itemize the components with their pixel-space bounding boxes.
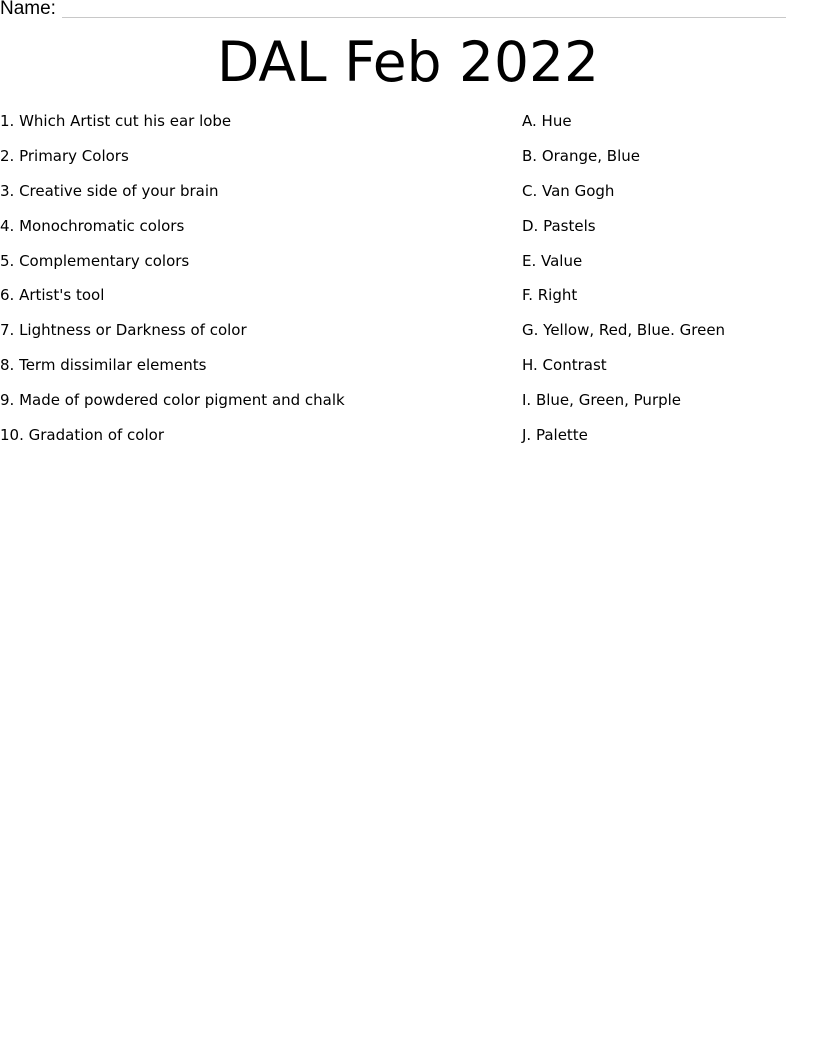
clue-item: 7. Lightness or Darkness of color <box>0 321 247 340</box>
name-field-row <box>0 0 786 22</box>
answer-item: J. Palette <box>522 426 588 445</box>
name-label: Name: <box>0 0 56 19</box>
clue-item: 6. Artist's tool <box>0 286 105 305</box>
answer-item: B. Orange, Blue <box>522 146 640 165</box>
clue-item: 5. Complementary colors <box>0 251 190 270</box>
answer-item: D. Pastels <box>522 216 596 235</box>
clue-item: 8. Term dissimilar elements <box>0 356 207 375</box>
answer-list <box>522 111 812 460</box>
name-write-line <box>62 17 786 18</box>
answer-item: C. Van Gogh <box>522 181 615 200</box>
answer-item: H. Contrast <box>522 356 607 375</box>
answer-item: E. Value <box>522 251 583 270</box>
answer-item: G. Yellow, Red, Blue. Green <box>522 321 726 340</box>
answer-item: I. Blue, Green, Purple <box>522 391 682 410</box>
clue-item: 9. Made of powdered color pigment and chalk <box>0 391 345 410</box>
answer-item: A. Hue <box>522 112 572 130</box>
clue-item: 10. Gradation of color <box>0 426 164 445</box>
answer-item: F. Right <box>522 286 578 305</box>
clue-item: 4. Monochromatic colors <box>0 216 185 235</box>
clue-item: 3. Creative side of your brain <box>0 181 219 200</box>
worksheet-title: DAL Feb 2022 <box>217 30 599 94</box>
clue-list <box>0 111 500 460</box>
clue-item: 1. Which Artist cut his ear lobe <box>0 112 232 130</box>
clue-item: 2. Primary Colors <box>0 146 129 165</box>
